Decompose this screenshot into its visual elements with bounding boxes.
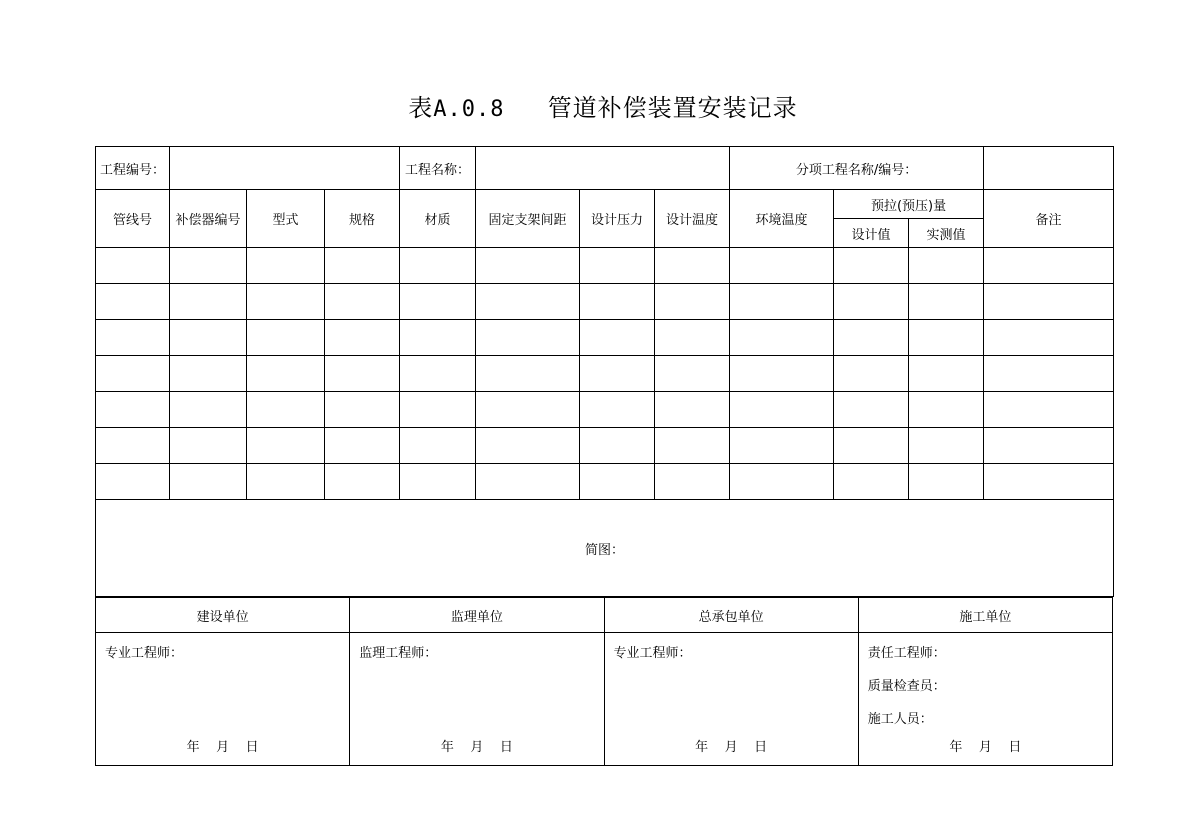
table-cell[interactable] bbox=[325, 392, 400, 428]
contractor-date: 年 月 日 bbox=[695, 740, 768, 755]
unit-supervisor: 监理单位 bbox=[350, 598, 604, 633]
table-cell[interactable] bbox=[96, 320, 170, 356]
quality-inspector-label: 质量检查员： bbox=[867, 679, 946, 694]
table-cell[interactable] bbox=[984, 428, 1114, 464]
table-row bbox=[96, 248, 1114, 284]
col-prestretch: 预拉(预压)量 bbox=[834, 190, 984, 219]
sig-owner-cell[interactable] bbox=[96, 633, 350, 766]
table-cell[interactable] bbox=[834, 392, 909, 428]
table-cell[interactable] bbox=[834, 320, 909, 356]
table-cell[interactable] bbox=[247, 284, 325, 320]
table-cell[interactable] bbox=[580, 320, 655, 356]
unit-owner: 建设单位 bbox=[96, 598, 350, 633]
table-cell[interactable] bbox=[96, 248, 170, 284]
col-design-temp: 设计温度 bbox=[655, 190, 730, 248]
table-row bbox=[96, 392, 1114, 428]
col-ambient-temp: 环境温度 bbox=[730, 190, 834, 248]
supervisor-date: 年 月 日 bbox=[440, 740, 513, 755]
table-cell[interactable] bbox=[476, 428, 580, 464]
table-cell[interactable] bbox=[984, 464, 1114, 500]
sig-constructor-cell[interactable] bbox=[858, 633, 1112, 766]
table-cell[interactable] bbox=[655, 320, 730, 356]
sketch-label: 简图： bbox=[585, 542, 625, 558]
table-cell[interactable] bbox=[909, 392, 984, 428]
title-prefix: 表 bbox=[408, 94, 434, 122]
project-name-label: 工程名称： bbox=[400, 147, 476, 190]
col-design-value: 设计值 bbox=[834, 219, 909, 248]
table-cell[interactable] bbox=[834, 356, 909, 392]
table-cell[interactable] bbox=[400, 284, 476, 320]
table-cell[interactable] bbox=[655, 248, 730, 284]
table-cell[interactable] bbox=[655, 464, 730, 500]
table-cell[interactable] bbox=[476, 392, 580, 428]
data-rows bbox=[96, 248, 1114, 500]
col-remarks: 备注 bbox=[984, 190, 1114, 248]
table-cell[interactable] bbox=[834, 284, 909, 320]
table-cell[interactable] bbox=[476, 284, 580, 320]
table-cell[interactable] bbox=[730, 392, 834, 428]
table-cell[interactable] bbox=[170, 356, 247, 392]
col-comp-no: 补偿器编号 bbox=[170, 190, 247, 248]
table-cell[interactable] bbox=[247, 464, 325, 500]
table-cell[interactable] bbox=[325, 284, 400, 320]
col-type: 型式 bbox=[247, 190, 325, 248]
table-cell[interactable] bbox=[580, 428, 655, 464]
unit-constructor: 施工单位 bbox=[858, 598, 1112, 633]
signature-table bbox=[95, 597, 1113, 766]
unit-general-contractor: 总承包单位 bbox=[604, 598, 858, 633]
table-cell[interactable] bbox=[247, 248, 325, 284]
owner-engineer-label: 专业工程师： bbox=[105, 646, 184, 661]
table-cell[interactable] bbox=[984, 320, 1114, 356]
table-row bbox=[96, 284, 1114, 320]
table-cell[interactable] bbox=[655, 356, 730, 392]
table-cell[interactable] bbox=[984, 356, 1114, 392]
table-cell[interactable] bbox=[580, 284, 655, 320]
contractor-engineer-label: 专业工程师： bbox=[613, 646, 692, 661]
table-cell[interactable] bbox=[730, 356, 834, 392]
table-cell[interactable] bbox=[325, 464, 400, 500]
table-row bbox=[96, 464, 1114, 500]
table-cell[interactable] bbox=[247, 392, 325, 428]
table-cell[interactable] bbox=[984, 248, 1114, 284]
table-cell[interactable] bbox=[170, 464, 247, 500]
table-cell[interactable] bbox=[400, 464, 476, 500]
col-line-no: 管线号 bbox=[96, 190, 170, 248]
table-cell[interactable] bbox=[909, 356, 984, 392]
table-cell[interactable] bbox=[96, 392, 170, 428]
unit-row bbox=[96, 598, 1113, 633]
table-cell[interactable] bbox=[96, 428, 170, 464]
sig-supervisor-cell[interactable] bbox=[350, 633, 604, 766]
table-cell[interactable] bbox=[325, 320, 400, 356]
table-cell[interactable] bbox=[984, 284, 1114, 320]
table-cell[interactable] bbox=[730, 284, 834, 320]
constructor-date: 年 月 日 bbox=[949, 740, 1022, 755]
table-cell[interactable] bbox=[476, 464, 580, 500]
col-support-spacing: 固定支架间距 bbox=[476, 190, 580, 248]
table-cell[interactable] bbox=[247, 320, 325, 356]
table-row bbox=[96, 320, 1114, 356]
table-cell[interactable] bbox=[325, 428, 400, 464]
title-text: 管道补偿装置安装记录 bbox=[547, 94, 798, 122]
table-cell[interactable] bbox=[170, 248, 247, 284]
table-cell[interactable] bbox=[580, 464, 655, 500]
table-cell[interactable] bbox=[96, 284, 170, 320]
table-cell[interactable] bbox=[96, 464, 170, 500]
table-cell[interactable] bbox=[96, 356, 170, 392]
table-cell[interactable] bbox=[834, 248, 909, 284]
table-cell[interactable] bbox=[909, 428, 984, 464]
page-title bbox=[0, 88, 1186, 123]
col-material: 材质 bbox=[400, 190, 476, 248]
table-row bbox=[96, 428, 1114, 464]
table-cell[interactable] bbox=[730, 248, 834, 284]
table-cell[interactable] bbox=[580, 356, 655, 392]
col-design-pressure: 设计压力 bbox=[580, 190, 655, 248]
table-cell[interactable] bbox=[400, 392, 476, 428]
table-cell[interactable] bbox=[909, 464, 984, 500]
table-cell[interactable] bbox=[170, 320, 247, 356]
table-cell[interactable] bbox=[170, 428, 247, 464]
table-cell[interactable] bbox=[170, 392, 247, 428]
table-cell[interactable] bbox=[909, 248, 984, 284]
project-no-label: 工程编号： bbox=[96, 147, 170, 190]
record-table bbox=[95, 146, 1114, 597]
sig-contractor-cell[interactable] bbox=[604, 633, 858, 766]
table-cell[interactable] bbox=[476, 356, 580, 392]
responsible-engineer-label: 责任工程师： bbox=[867, 646, 946, 661]
supervisor-engineer-label: 监理工程师： bbox=[359, 646, 438, 661]
table-cell[interactable] bbox=[476, 320, 580, 356]
sub-project-field[interactable] bbox=[984, 147, 1114, 190]
table-cell[interactable] bbox=[580, 248, 655, 284]
table-cell[interactable] bbox=[400, 428, 476, 464]
sub-project-label: 分项工程名称/编号： bbox=[730, 147, 984, 190]
info-row bbox=[96, 147, 1114, 190]
title-code: A.0.8 bbox=[433, 97, 505, 122]
header-row bbox=[96, 190, 1114, 219]
table-cell[interactable] bbox=[834, 464, 909, 500]
table-cell[interactable] bbox=[834, 428, 909, 464]
table-cell[interactable] bbox=[909, 320, 984, 356]
table-cell[interactable] bbox=[655, 284, 730, 320]
table-cell[interactable] bbox=[580, 392, 655, 428]
col-actual-value: 实测值 bbox=[909, 219, 984, 248]
table-cell[interactable] bbox=[730, 320, 834, 356]
table-cell[interactable] bbox=[325, 356, 400, 392]
table-row bbox=[96, 356, 1114, 392]
table-cell[interactable] bbox=[655, 392, 730, 428]
col-spec: 规格 bbox=[325, 190, 400, 248]
table-cell[interactable] bbox=[400, 356, 476, 392]
table-cell[interactable] bbox=[730, 464, 834, 500]
construction-staff-label: 施工人员： bbox=[867, 712, 933, 727]
table-cell[interactable] bbox=[984, 392, 1114, 428]
table-cell[interactable] bbox=[170, 284, 247, 320]
sketch-area[interactable] bbox=[96, 500, 1114, 597]
table-cell[interactable] bbox=[400, 248, 476, 284]
signature-row bbox=[96, 633, 1113, 766]
sketch-row bbox=[96, 500, 1114, 597]
owner-date: 年 月 日 bbox=[186, 740, 259, 755]
table-cell[interactable] bbox=[247, 356, 325, 392]
table-cell[interactable] bbox=[730, 428, 834, 464]
table-cell[interactable] bbox=[476, 248, 580, 284]
table-cell[interactable] bbox=[400, 320, 476, 356]
table-cell[interactable] bbox=[655, 428, 730, 464]
project-name-field[interactable] bbox=[476, 147, 730, 190]
project-no-field[interactable] bbox=[170, 147, 400, 190]
table-cell[interactable] bbox=[325, 248, 400, 284]
table-cell[interactable] bbox=[909, 284, 984, 320]
table-cell[interactable] bbox=[247, 428, 325, 464]
